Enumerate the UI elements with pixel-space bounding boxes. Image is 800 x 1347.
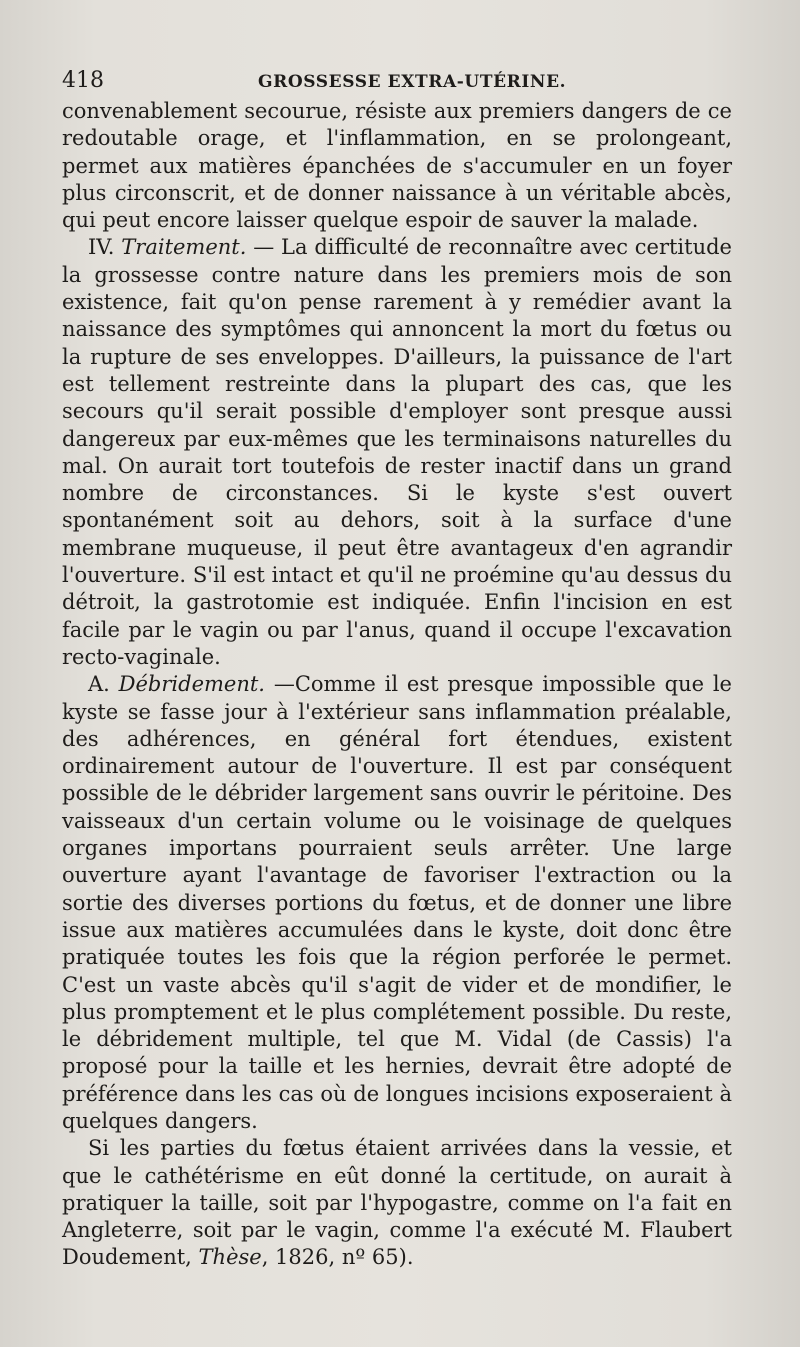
body-text — [62, 98, 732, 1272]
citation-end: , 1826, nº 65). — [261, 1245, 414, 1270]
paragraph-vessie-text: Si les parties du fœtus étaient arrivées dans la vessie, et que le cathétérisme en eût donné la certitude, on aurait à pratiquer la taille, soit par l'hypogastre, comme on l'a fait en Angleterre, soit par le vagin, comme l'a exécuté M. Flaubert Doudement, — [62, 1136, 732, 1270]
page-number: 418 — [62, 68, 104, 93]
paragraph-debridement — [62, 671, 732, 1135]
paragraph-continuation: convenablement secourue, résiste aux premiers dangers de ce redoutable orage, et l'inflammation, en se prolongeant, permet aux matières épanchées de s'accumuler en un foyer plus circonscrit, et de donner naissance à un véritable abcès, qui peut encore laisser quelque espoir de sauver la malade. — [62, 99, 732, 233]
paragraph-vessie — [62, 1135, 732, 1271]
paragraph-traitement — [62, 234, 732, 671]
running-title: GROSSESSE EXTRA-UTÉRINE. — [258, 72, 567, 92]
section-number: IV. — [88, 235, 122, 260]
page-header — [60, 62, 740, 98]
paragraph-debridement-text: —Comme il est presque impossible que le kyste se fasse jour à l'extérieur sans inflammation préalable, des adhérences, en général fort étendues, existent ordinairement autour de l'ouverture. Il est par conséquent possible de le débrider largement sans ouvrir le péritoine. Des vaisseaux d'un certain volume ou le voisinage de quelques organes importans pourraient seuls arrêter. Une large ouverture ayant l'avantage de favoriser l'extraction ou la sortie des diverses portions du fœtus, et de donner une libre issue aux matières accumulées dans le kyste, doit donc être pratiquée toutes les fois que la région perforée le permet. C'est un vaste abcès qu'il s'agit de vider et de mondifier, le plus promptement et le plus complétement possible. Du reste, le débridement multiple, tel que M. Vidal (de Cassis) l'a proposé pour la taille et les hernies, devrait être adopté de préférence dans les cas où de longues incisions exposeraient à quelques dangers. — [62, 672, 732, 1133]
paragraph-traitement-text: — La difficulté de reconnaître avec certitude la grossesse contre nature dans les premiers mois de son existence, fait qu'on pense rarement à y remédier avant la naissance des symptômes qui annoncent la mort du fœtus ou la rupture de ses enveloppes. D'ailleurs, la puissance de l'art est tellement restreinte dans la plupart des cas, que les secours qu'il serait possible d'employer sont presque aussi dangereux par eux-mêmes que les terminaisons naturelles du mal. On aurait tort toutefois de rester inactif dans un grand nombre de circonstances. Si le kyste s'est ouvert spontanément soit au dehors, soit à la surface d'une membrane muqueuse, il peut être avantageux d'en agrandir l'ouverture. S'il est intact et qu'il ne proémine qu'au dessus du détroit, la gastrotomie est indiquée. Enfin l'incision en est facile par le vagin ou par l'anus, quand il occupe l'excavation recto-vaginale. — [62, 235, 732, 669]
citation-these: Thèse — [198, 1245, 262, 1270]
section-title-traitement: Traitement. — [121, 235, 247, 260]
subsection-letter: A. — [88, 672, 119, 697]
subsection-title-debridement: Débridement. — [118, 672, 265, 697]
